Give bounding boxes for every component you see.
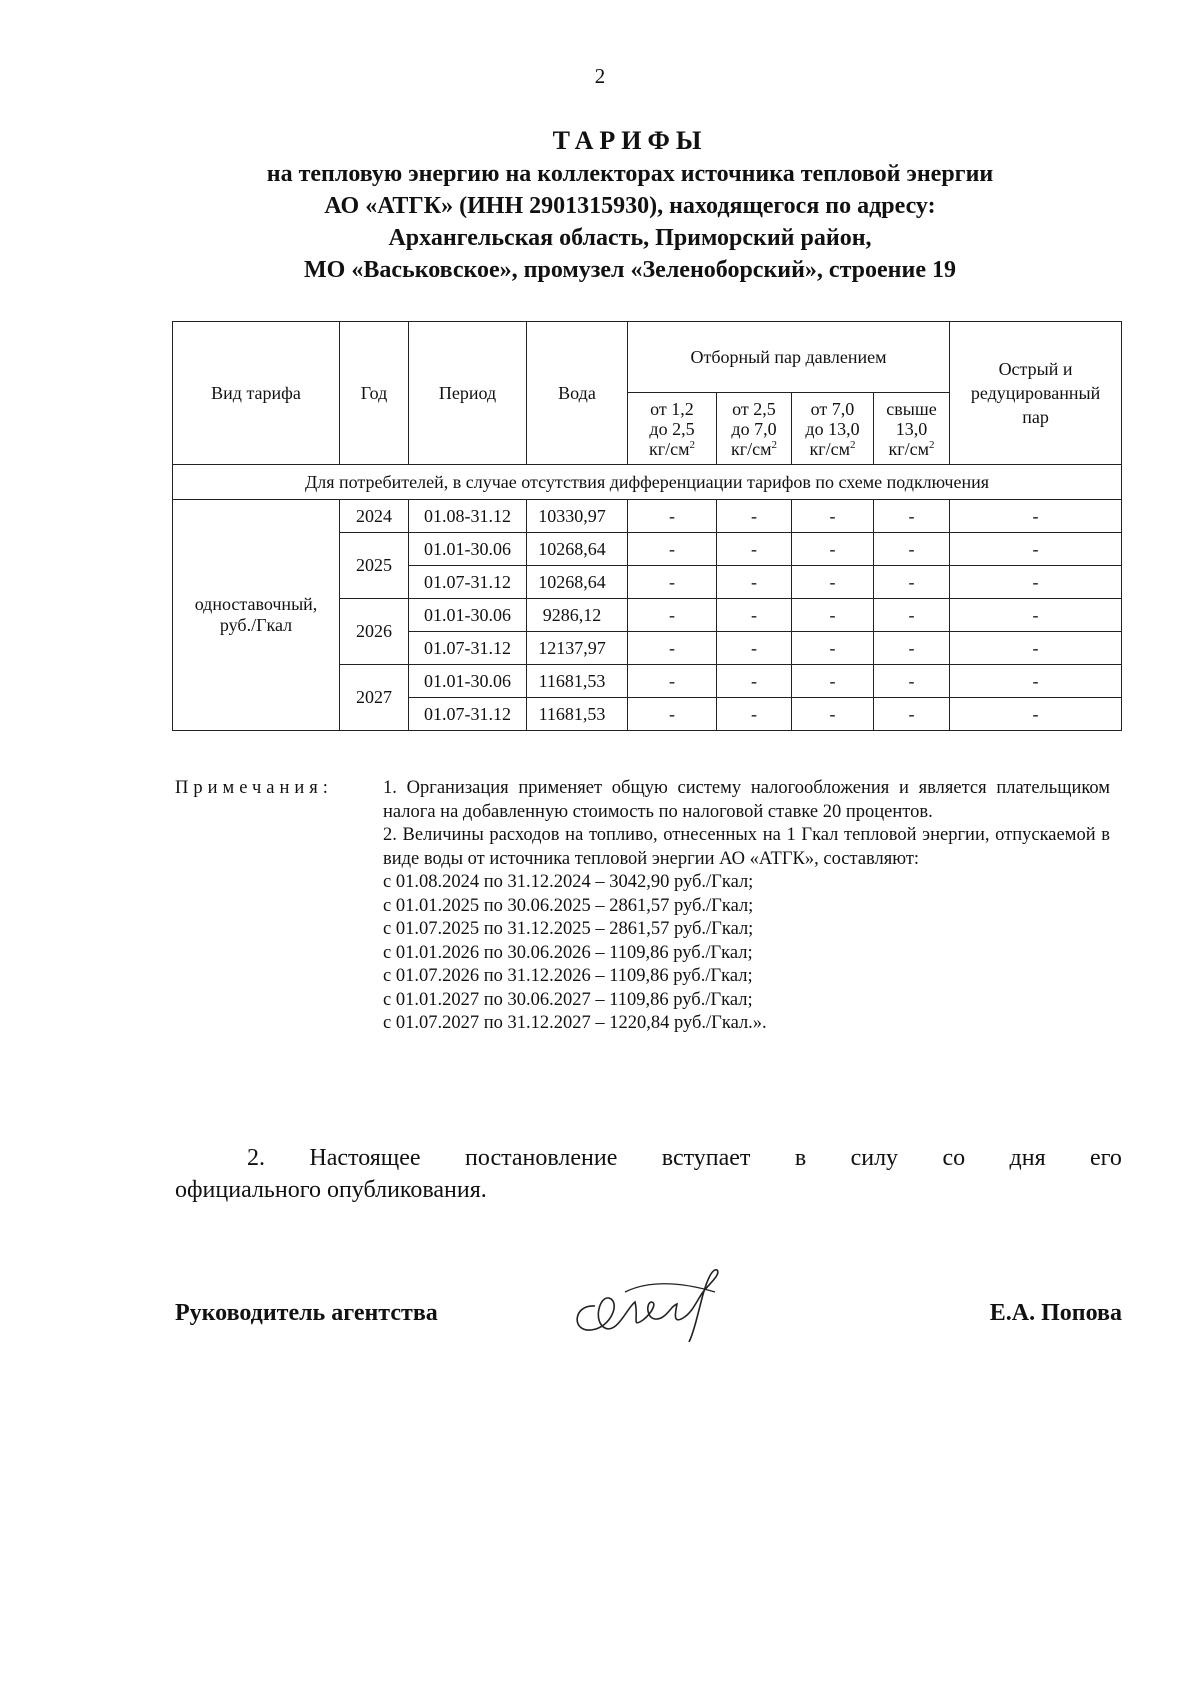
header-pressure-3: от 7,0 до 13,0 $кг/см^2$ (792, 393, 874, 465)
title-main: ТАРИФЫ (552, 126, 708, 155)
notes-label: Примечания: (175, 778, 333, 798)
decree-line-2: официального опубликования. (175, 1177, 487, 1203)
dash-cell: - (717, 533, 792, 566)
period-cell: 01.01-30.06 (409, 599, 527, 632)
period-cell: 01.01-30.06 (409, 665, 527, 698)
fuel-cost-line: с 01.01.2026 по 30.06.2026 – 1109,86 руб./Гкал; (383, 942, 753, 963)
dash-cell: - (717, 698, 792, 731)
table-row (173, 500, 1122, 533)
title-line-3: Архангельская область, Приморский район, (388, 225, 872, 251)
decree-paragraph (175, 1142, 1122, 1206)
note-1: 1. Организация применяет общую систему налогообложения и является плательщиком налога на добавленную стоимость по налоговой ставке 20 процентов. (383, 778, 1110, 822)
year-cell: 2027 (340, 665, 409, 731)
dash-cell: - (792, 500, 874, 533)
dash-cell: - (792, 533, 874, 566)
tariff-name: одноставочный, руб./Гкал (173, 500, 340, 731)
section-title: Для потребителей, в случае отсутствия дифференциации тарифов по схеме подключения (173, 465, 1122, 500)
header-pressure-4: свыше 13,0 $кг/см^2$ (874, 393, 950, 465)
dash-cell: - (628, 698, 717, 731)
year-cell: 2025 (340, 533, 409, 599)
dash-cell: - (792, 665, 874, 698)
header-period: Период (409, 322, 527, 465)
tariff-table (172, 321, 1122, 731)
signatory-role: Руководитель агентства (175, 1300, 438, 1326)
fuel-cost-line: с 01.01.2027 по 30.06.2027 – 1109,86 руб./Гкал; (383, 989, 753, 1010)
period-cell: 01.01-30.06 (409, 533, 527, 566)
water-cell: 9286,12 (527, 599, 628, 632)
dash-cell: - (792, 566, 874, 599)
handwritten-signature (565, 1262, 740, 1342)
water-cell: 10268,64 (527, 566, 628, 599)
page-number: 2 (594, 64, 606, 88)
water-cell: 12137,97 (527, 632, 628, 665)
header-pressure-2: от 2,5 до 7,0 $кг/см^2$ (717, 393, 792, 465)
year-cell: 2024 (340, 500, 409, 533)
document-title (150, 124, 1110, 286)
dash-cell: - (874, 533, 950, 566)
dash-cell: - (950, 566, 1122, 599)
header-tariff-type: Вид тарифа (173, 322, 340, 465)
dash-cell: - (874, 500, 950, 533)
dash-cell: - (628, 533, 717, 566)
dash-cell: - (874, 566, 950, 599)
header-year: Год (340, 322, 409, 465)
dash-cell: - (792, 632, 874, 665)
fuel-cost-line: с 01.01.2025 по 30.06.2025 – 2861,57 руб./Гкал; (383, 895, 754, 916)
header-pressure-1: от 1,2 до 2,5 $кг/см^2$ (628, 393, 717, 465)
dash-cell: - (717, 599, 792, 632)
water-cell: 11681,53 (527, 698, 628, 731)
dash-cell: - (628, 665, 717, 698)
dash-cell: - (717, 665, 792, 698)
dash-cell: - (792, 698, 874, 731)
dash-cell: - (950, 632, 1122, 665)
fuel-cost-line: с 01.07.2025 по 31.12.2025 – 2861,57 руб./Гкал; (383, 919, 754, 939)
dash-cell: - (717, 566, 792, 599)
water-cell: 10330,97 (527, 500, 628, 533)
fuel-cost-line: с 01.07.2027 по 31.12.2027 – 1220,84 руб./Гкал.». (383, 1013, 767, 1033)
water-cell: 10268,64 (527, 533, 628, 566)
dash-cell: - (950, 533, 1122, 566)
fuel-cost-line: с 01.08.2024 по 31.12.2024 – 3042,90 руб./Гкал; (383, 872, 754, 892)
title-line-1: на тепловую энергию на коллекторах источника тепловой энергии (266, 161, 994, 187)
header-water: Вода (527, 322, 628, 465)
header-steam-group: Отборный пар давлением (628, 322, 950, 393)
dash-cell: - (717, 632, 792, 665)
dash-cell: - (950, 500, 1122, 533)
period-cell: 01.07-31.12 (409, 566, 527, 599)
dash-cell: - (950, 665, 1122, 698)
notes-body (383, 777, 1110, 1036)
dash-cell: - (628, 566, 717, 599)
signatory-name: Е.А. Попова (989, 1300, 1122, 1326)
fuel-cost-line: с 01.07.2026 по 31.12.2026 – 1109,86 руб./Гкал; (383, 966, 753, 986)
dash-cell: - (874, 632, 950, 665)
dash-cell: - (874, 698, 950, 731)
dash-cell: - (628, 632, 717, 665)
period-cell: 01.08-31.12 (409, 500, 527, 533)
dash-cell: - (792, 599, 874, 632)
water-cell: 11681,53 (527, 665, 628, 698)
dash-cell: - (950, 698, 1122, 731)
dash-cell: - (628, 599, 717, 632)
dash-cell: - (628, 500, 717, 533)
dash-cell: - (717, 500, 792, 533)
year-cell: 2026 (340, 599, 409, 665)
dash-cell: - (950, 599, 1122, 632)
decree-line-1: 2. Настоящее постановление вступает в силу со дня его (247, 1145, 1122, 1171)
dash-cell: - (874, 599, 950, 632)
period-cell: 01.07-31.12 (409, 632, 527, 665)
title-line-4: МО «Васьковское», промузел «Зеленоборский», строение 19 (304, 257, 956, 283)
header-sharp-steam: Острый и редуцированный пар (950, 322, 1122, 465)
note-2: 2. Величины расходов на топливо, отнесенных на 1 Гкал тепловой энергии, отпускаемой в виде воды от источника тепловой энергии АО «АТГК», составляют: (383, 825, 1110, 869)
dash-cell: - (874, 665, 950, 698)
period-cell: 01.07-31.12 (409, 698, 527, 731)
title-line-2: АО «АТГК» (ИНН 2901315930), находящегося по адресу: (324, 193, 936, 219)
